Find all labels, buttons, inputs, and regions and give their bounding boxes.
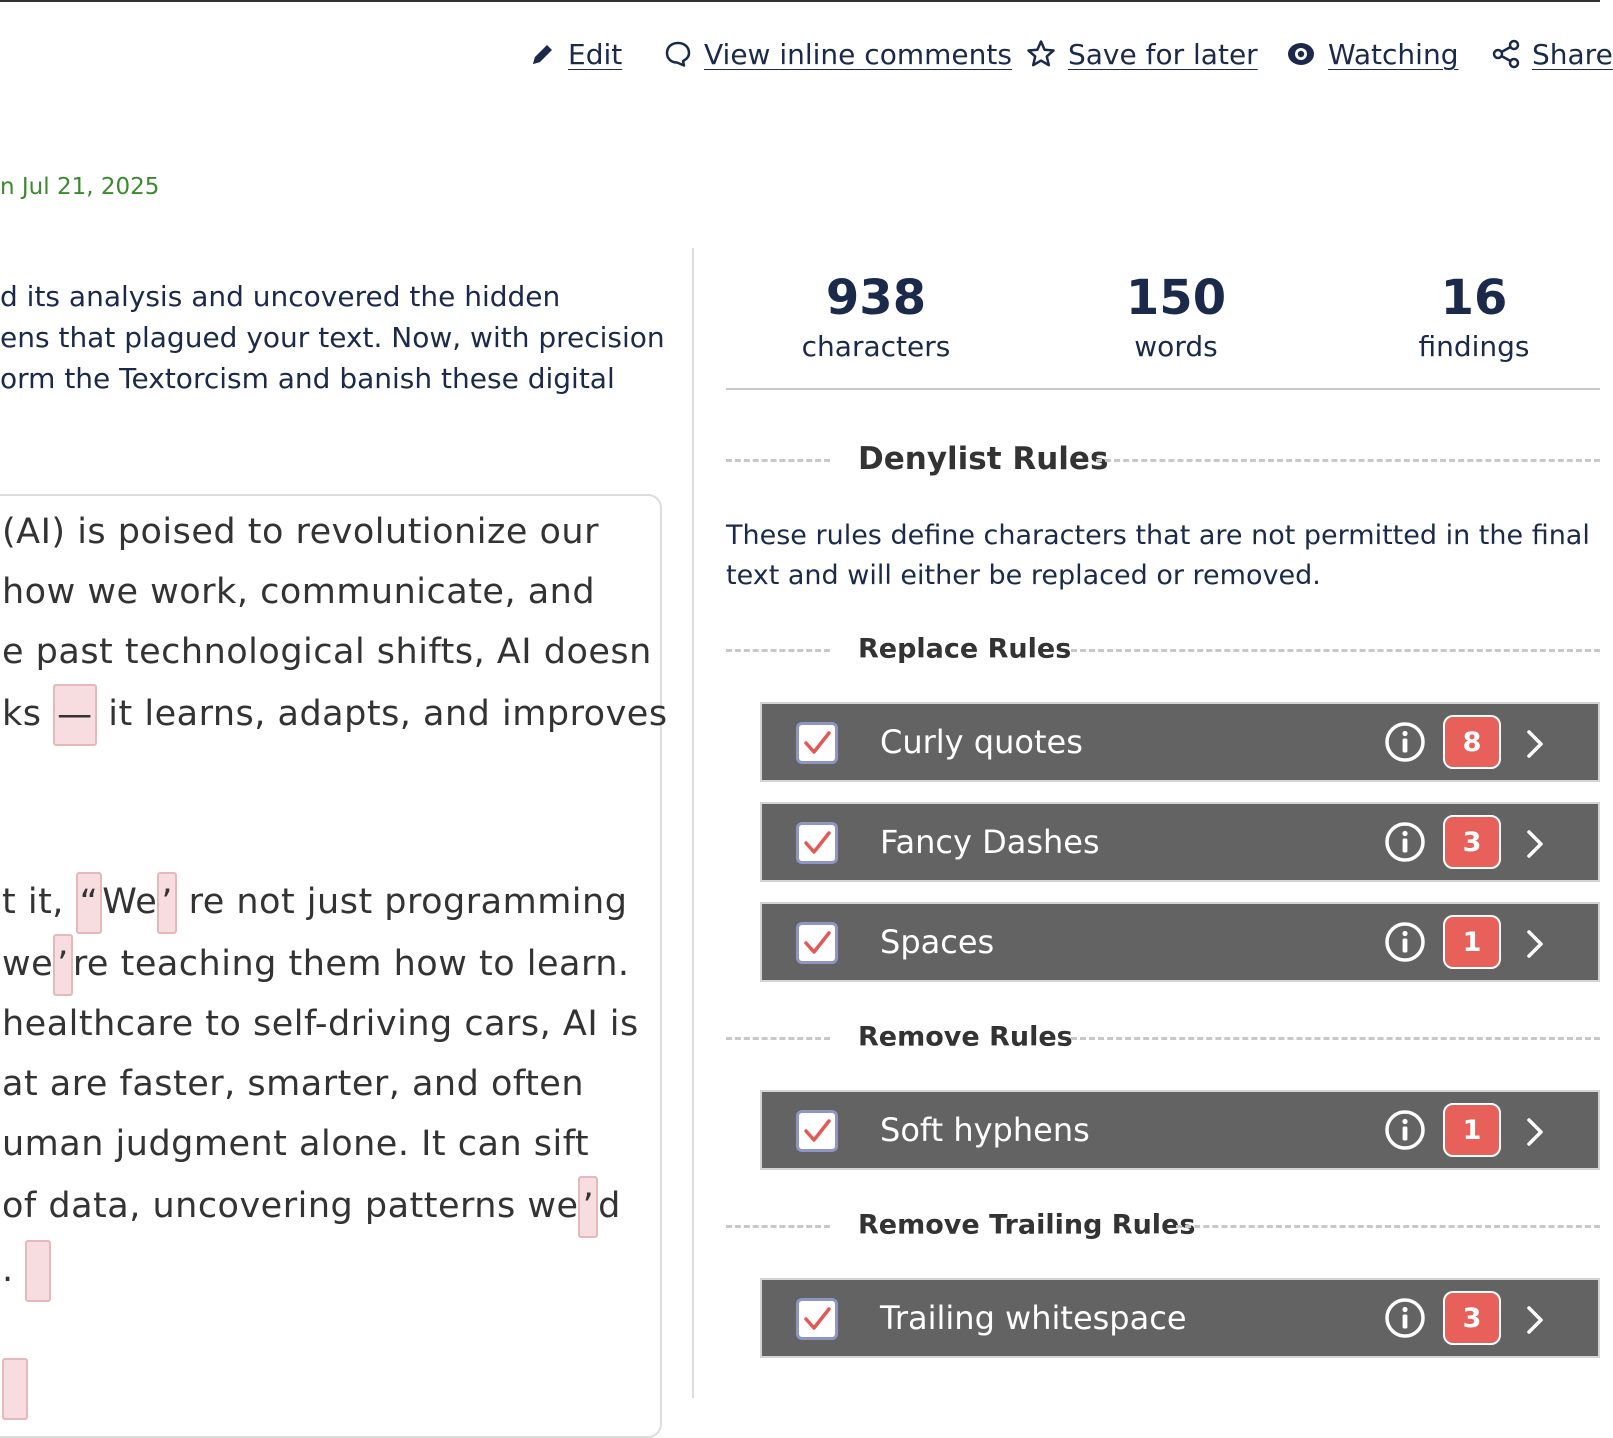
share-icon: [1492, 39, 1520, 69]
finding-highlight-apostrophe[interactable]: ’: [53, 934, 73, 996]
eye-icon: [1286, 41, 1316, 67]
rule-name: Spaces: [880, 923, 995, 961]
checkmark-icon: [799, 1301, 835, 1337]
editor-line: [2, 1358, 28, 1420]
denylist-section-heading: [726, 441, 1600, 477]
rule-curly-quotes[interactable]: [760, 702, 1600, 782]
analysis-intro: [0, 276, 680, 399]
denylist-description: These rules define characters that are not permitted in the final text and will either be replaced or removed.: [726, 520, 1590, 591]
words-label: words: [1134, 330, 1218, 363]
watching-button[interactable]: [1286, 32, 1458, 76]
star-icon: [1026, 39, 1056, 69]
stats-divider: [726, 388, 1600, 390]
editor-line: how we work, communicate, and: [2, 572, 596, 612]
checkmark-icon: [799, 725, 835, 761]
page-date: n Jul 21, 2025: [0, 174, 160, 200]
findings-badge: 1: [1443, 1103, 1501, 1157]
finding-highlight-space[interactable]: [25, 1240, 51, 1302]
replace-rules-heading: [726, 634, 1600, 664]
finding-highlight-em-dash[interactable]: —: [53, 684, 97, 746]
editor-line: uman judgment alone. It can sift: [2, 1124, 590, 1164]
rule-checkbox[interactable]: [796, 1110, 838, 1152]
editor-line: (AI) is poised to revolutionize our: [2, 512, 599, 552]
pencil-icon: [530, 41, 556, 67]
finding-highlight-apostrophe[interactable]: ’: [157, 872, 177, 934]
chevron-right-icon[interactable]: [1524, 728, 1546, 760]
checkmark-icon: [799, 925, 835, 961]
save-for-later-button[interactable]: [1026, 32, 1258, 76]
share-button[interactable]: [1492, 32, 1613, 76]
editor-line: .: [2, 1240, 51, 1302]
comment-icon: [664, 40, 692, 68]
findings-label: findings: [1418, 330, 1530, 363]
findings-badge: 1: [1443, 915, 1501, 969]
chevron-right-icon[interactable]: [1524, 928, 1546, 960]
intro-line: orm the Textorcism and banish these digital: [0, 362, 615, 395]
checkmark-icon: [799, 825, 835, 861]
editor-line: of data, uncovering patterns we ’ d: [2, 1176, 621, 1238]
editor-line: e past technological shifts, AI doesn: [2, 632, 652, 672]
remove-trailing-rules-heading: [726, 1210, 1600, 1240]
rule-checkbox[interactable]: [796, 722, 838, 764]
denylist-title: Denylist Rules: [858, 441, 1109, 477]
intro-line: ens that plagued your text. Now, with precision: [0, 321, 665, 354]
text-editor[interactable]: [0, 494, 668, 1438]
save-for-later-label: Save for later: [1068, 37, 1258, 71]
remove-rules-title: Remove Rules: [858, 1021, 1073, 1053]
remove-rules-heading: [726, 1022, 1600, 1052]
editor-line: ks — it learns, adapts, and improves: [2, 684, 668, 746]
stat-findings: [1364, 268, 1584, 363]
chevron-right-icon[interactable]: [1524, 1304, 1546, 1336]
rule-name: Curly quotes: [880, 723, 1083, 761]
stat-words: [1066, 268, 1286, 363]
characters-label: characters: [801, 330, 951, 363]
words-count: 150: [1125, 270, 1227, 326]
stat-characters: [766, 268, 986, 363]
rule-trailing-whitespace[interactable]: [760, 1278, 1600, 1358]
finding-highlight-trailing[interactable]: [2, 1358, 28, 1420]
findings-badge: 8: [1443, 715, 1501, 769]
rule-name: Soft hyphens: [880, 1111, 1090, 1149]
findings-badge: 3: [1443, 815, 1501, 869]
editor-line: t it, “ We ’ re not just programming: [2, 872, 627, 934]
info-icon[interactable]: [1384, 1297, 1426, 1339]
rule-checkbox[interactable]: [796, 1298, 838, 1340]
page-toolbar: [530, 32, 1613, 76]
info-icon[interactable]: [1384, 821, 1426, 863]
editor-line: healthcare to self-driving cars, AI is: [2, 1004, 639, 1044]
replace-rules-title: Replace Rules: [858, 633, 1072, 665]
info-icon[interactable]: [1384, 721, 1426, 763]
top-border: [0, 0, 1600, 2]
editor-line: at are faster, smarter, and often: [2, 1064, 585, 1104]
chevron-right-icon[interactable]: [1524, 828, 1546, 860]
rule-name: Fancy Dashes: [880, 823, 1100, 861]
findings-badge: 3: [1443, 1291, 1501, 1345]
panel-divider: [692, 248, 694, 1398]
info-icon[interactable]: [1384, 1109, 1426, 1151]
characters-count: 938: [825, 270, 927, 326]
remove-trailing-rules-title: Remove Trailing Rules: [858, 1209, 1196, 1241]
finding-highlight-apostrophe[interactable]: ’: [578, 1176, 598, 1238]
chevron-right-icon[interactable]: [1524, 1116, 1546, 1148]
edit-label: Edit: [568, 37, 623, 71]
view-inline-comments-button[interactable]: [664, 32, 1012, 76]
rule-spaces[interactable]: [760, 902, 1600, 982]
view-inline-comments-label: View inline comments: [704, 37, 1012, 71]
checkmark-icon: [799, 1113, 835, 1149]
editor-line: we ’ re teaching them how to learn.: [2, 934, 630, 996]
finding-highlight-left-quote[interactable]: “: [76, 872, 103, 934]
share-label: Share: [1532, 37, 1613, 71]
rule-checkbox[interactable]: [796, 922, 838, 964]
watching-label: Watching: [1328, 37, 1459, 71]
rule-soft-hyphens[interactable]: [760, 1090, 1600, 1170]
rule-checkbox[interactable]: [796, 822, 838, 864]
intro-line: d its analysis and uncovered the hidden: [0, 280, 561, 313]
info-icon[interactable]: [1384, 921, 1426, 963]
rule-name: Trailing whitespace: [880, 1299, 1187, 1337]
rule-fancy-dashes[interactable]: [760, 802, 1600, 882]
findings-count: 16: [1440, 270, 1508, 326]
edit-button[interactable]: [530, 32, 622, 76]
